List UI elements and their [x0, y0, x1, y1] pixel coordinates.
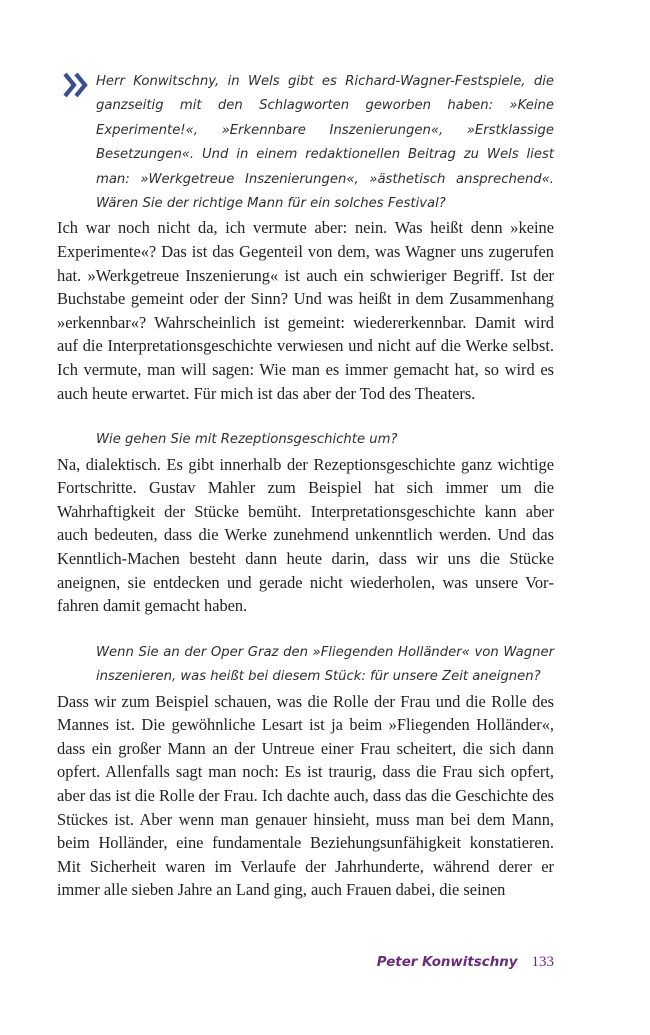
interview-question-2	[57, 428, 554, 452]
interview-question-1	[57, 70, 554, 216]
double-chevron-right-icon	[62, 72, 90, 98]
page-number: 133	[531, 954, 554, 970]
interview-answer-3: Dass wir zum Beispiel schauen, was die Rolle der Frau und die Rolle des Mannes ist. Die gewöhnliche Lesart ist ja beim »Fliegenden Holländer«, dass ein großer Mann an der Untreue einer Frau scheitert, die sich dann opfert. Allenfalls sagt man noch: Es ist traurig, dass die Frau sich opfert, aber das ist die Rolle der Frau. Ich dachte auch, dass das die Geschichte des Stückes ist. Aber wenn man genauer hinsieht, muss man bei dem Mann, beim Holländer, eine fundamentale Beziehungsunfähigkeit konstatieren. Mit Sicherheit waren im Verlaufe der Jahrhunderte, während derer er immer alle sieben Jahre an Land ging, auch Frauen dabei, die seinen	[57, 691, 555, 900]
interview-question-3	[57, 641, 554, 690]
paragraph-gap	[57, 618, 554, 641]
page-body	[57, 70, 554, 902]
paragraph-gap	[57, 405, 554, 428]
question-text: Wenn Sie an der Oper Graz den »Fliegenden Holländer« von Wagner inszenieren, was heißt bei diesem Stück: für unsere Zeit aneignen?	[96, 644, 554, 685]
page-footer	[57, 953, 554, 972]
question-text: Herr Konwitschny, in Wels gibt es Richard-Wagner-Festspiele, die ganzseitig mit den Schlagworten geworben haben: »Keine Experimente!«, »Erkennbare Inszenierungen«, »Erstklassige Besetzungen«. Und in einem redaktionellen Beitrag zu Wels liest man: »Werkgetreue Inszenierungen«, »ästhetisch ansprechend«. Wären Sie der richtige Mann für ein solches Festival?	[96, 74, 554, 212]
question-text: Wie gehen Sie mit Rezeptionsgeschichte um?	[96, 432, 398, 448]
interview-answer-2: Na, dialektisch. Es gibt innerhalb der Rezeptionsgeschichte ganz wichtige Fortschritte. Gustav Mahler zum Beispiel hat sich immer um die Wahrhaftigkeit der Stücke bemüht. Interpretationsgeschichte kann aber auch bedeuten, dass die Werke zunehmend unkenntlich werden. Und das Kenntlich-Machen besteht dann heute darin, dass wir uns die Stücke aneignen, sie entdecken und gerade nicht wiederholen, was unsere Vorfahren damit gemacht haben.	[57, 454, 554, 616]
interview-answer-1: Ich war noch nicht da, ich vermute aber: nein. Was heißt denn »keine Experimente«? Das ist das Gegenteil von dem, was Wagner uns zugerufen hat. »Werkgetreue Inszenierung« ist auch ein schwieriger Begriff. Ist der Buchstabe gemeint oder der Sinn? Und was heißt in dem Zusammenhang »erkennbar«? Wahrscheinlich ist gemeint: wiedererkennbar. Damit wird auf die Interpretationsgeschichte verwiesen und nicht auf die Werke selbst. Ich vermute, man will sagen: Wie man es immer gemacht hat, so wird es auch heute erwartet. Für mich ist das aber der Tod des Theaters.	[57, 218, 554, 403]
running-footer-author: Peter Konwitschny	[376, 955, 518, 970]
